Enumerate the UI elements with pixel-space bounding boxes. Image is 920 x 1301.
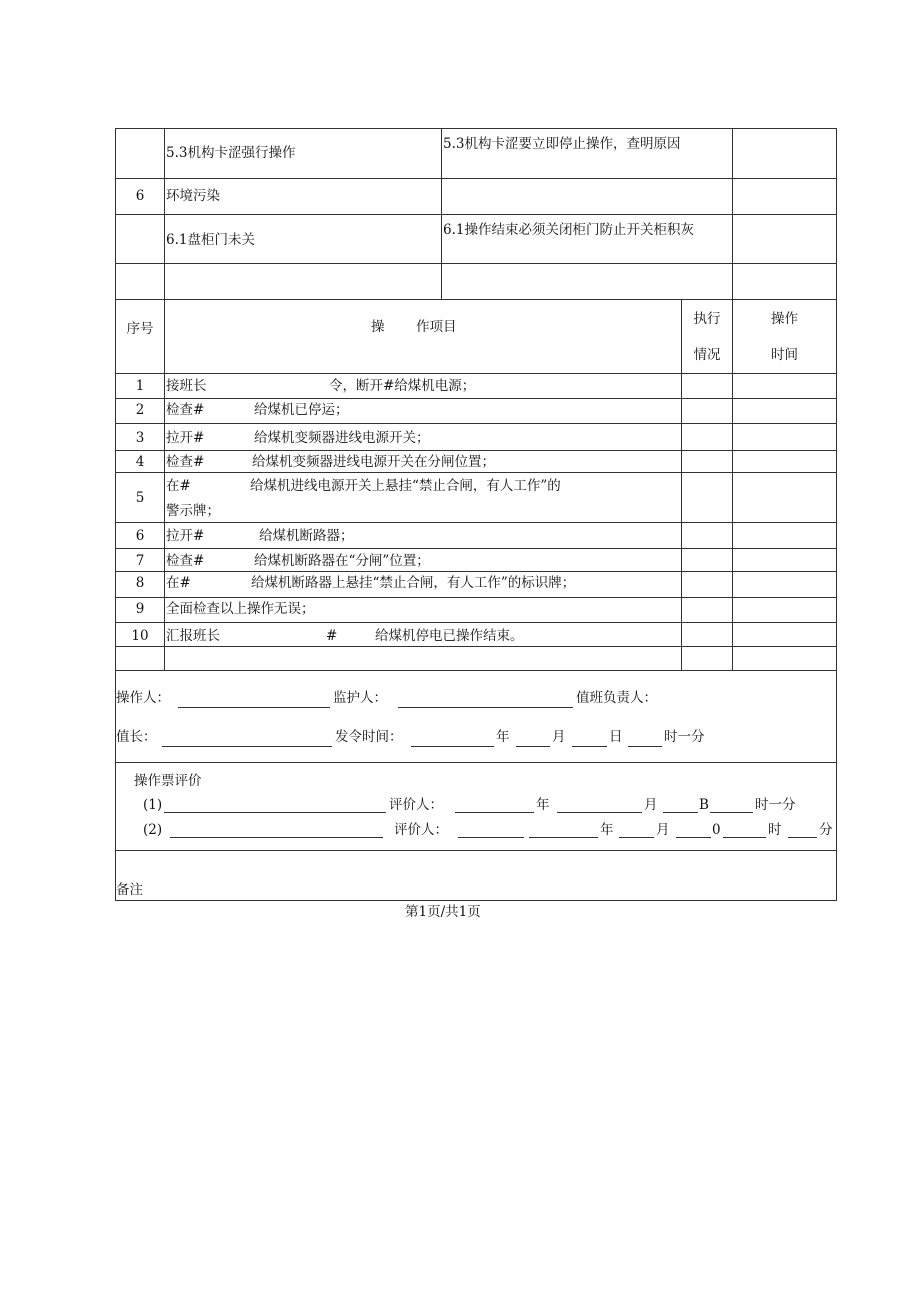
eval2-hour-field[interactable] [723,837,766,838]
measure-5-3: 5.3机构卡涩要立即停止操作，查明原因 [443,136,681,152]
step-text: 令，断开#给煤机电源； [329,378,476,394]
issue-month-field[interactable] [516,746,550,747]
step-text: 警示牌； [166,503,220,519]
hazard-6: 环境污染 [166,188,220,204]
step-text: 给煤机断路器； [259,528,354,544]
step-no: 9 [135,601,145,617]
row-line [115,373,837,374]
guardian-field[interactable] [398,707,573,708]
evaluator-1-field[interactable] [455,812,534,813]
step-text: 给煤机断路器上悬挂“禁止合闸，有人工作”的标识牌； [251,575,576,591]
hazard-5-3: 5.3机构卡涩强行操作 [166,145,296,161]
step-text: 给煤机已停运； [254,402,349,418]
eval-comment-1[interactable] [164,812,386,813]
hour-min-label: 时一分 [664,729,705,745]
issue-day-field[interactable] [572,746,607,747]
header-time-b: 时间 [771,347,798,363]
row-line [115,646,837,647]
eval1-month-field[interactable] [557,812,642,813]
step-text: 给煤机进线电源开关上悬挂“禁止合闸，有人工作”的 [250,478,561,494]
row-line [115,670,837,671]
frame-left [115,128,116,901]
hazard-6-1: 6.1盘柜门未关 [166,232,255,248]
eval2-year: 年 [600,822,614,838]
eval1-day: B [699,797,709,813]
col-line [164,128,165,670]
col-line [732,128,733,670]
step-no: 3 [135,430,145,446]
evaluation-title: 操作票评价 [134,773,202,789]
shift-lead-field[interactable] [162,746,332,747]
step-text: 拉开# [166,430,205,446]
duty-lead-label: 值班负责人： [576,690,657,706]
header-item-a: 操 [371,319,385,335]
step-text: 检查# [166,454,205,470]
row-line [115,522,837,523]
eval-index-1: (1) [143,797,163,813]
eval2-year-field[interactable] [529,837,598,838]
header-seq: 序号 [126,321,154,337]
row-line [115,548,837,549]
year-label: 年 [496,729,510,745]
remarks-label: 备注 [116,882,143,898]
row-line [115,450,837,451]
step-no: 8 [135,575,145,591]
row-line [115,571,837,572]
step-text: 给煤机断路器在“分闸”位置； [254,553,430,569]
step-text: 检查# [166,553,205,569]
frame-right [836,128,837,901]
shift-lead-label: 值长： [116,729,157,745]
row-line [115,762,837,763]
step-no: 1 [135,378,145,394]
eval2-day: 0 [712,822,721,838]
step-no: 5 [135,490,145,506]
operator-field[interactable] [178,707,330,708]
row-number: 6 [135,188,145,204]
evaluator-2-field[interactable] [458,837,524,838]
frame-top [115,128,837,129]
step-no: 2 [135,402,145,418]
day-label: 日 [609,729,623,745]
eval-index-2: (2) [143,822,163,838]
header-item-b: 作项目 [416,319,457,335]
step-no: 4 [135,454,145,470]
step-text: # [326,628,338,644]
step-text: 拉开# [166,528,205,544]
row-line [115,178,837,179]
eval2-month-field[interactable] [619,837,654,838]
col-line [441,128,442,299]
header-time-a: 操作 [771,311,798,327]
step-text: 给煤机停电已操作结束。 [375,628,524,644]
eval-comment-2[interactable] [170,837,383,838]
issue-hour-field[interactable] [628,746,662,747]
eval1-hour-field[interactable] [710,812,753,813]
step-text: 汇报班长 [166,628,220,644]
row-line [115,263,837,264]
row-line [115,214,837,215]
eval1-month: 月 [644,797,658,813]
step-text: 全面检查以上操作无误； [166,601,315,617]
step-no: 10 [131,628,149,644]
header-exec-b: 情况 [693,347,721,363]
row-line [115,472,837,473]
eval2-day-field[interactable] [676,837,711,838]
page-footer: 第1页/共1页 [405,904,481,920]
step-text: 在# [166,478,191,494]
month-label: 月 [552,729,566,745]
step-no: 7 [135,553,145,569]
operator-label: 操作人： [116,690,170,706]
row-line [115,850,837,851]
eval1-hour-min: 时一分 [755,797,796,813]
row-line [115,622,837,623]
eval2-hour: 时 [768,822,782,838]
step-text: 给煤机变频器进线电源开关在分闸位置； [252,454,495,470]
issue-time-label: 发令时间： [335,729,403,745]
evaluator-2-label: 评价人： [394,822,448,838]
measure-6-1: 6.1操作结束必须关闭柜门防止开关柜积灰 [443,222,694,238]
eval2-month: 月 [656,822,670,838]
guardian-label: 监护人： [333,690,387,706]
row-line [115,597,837,598]
frame-bottom [115,900,837,901]
header-exec-a: 执行 [693,311,721,327]
step-text: 给煤机变频器进线电源开关； [254,430,430,446]
row-line [115,299,837,300]
step-no: 6 [135,528,145,544]
eval2-min-field[interactable] [788,837,817,838]
eval1-day-field[interactable] [663,812,698,813]
evaluator-1-label: 评价人： [389,797,443,813]
row-line [115,423,837,424]
step-text: 检查# [166,402,205,418]
step-text: 接班长 [166,378,207,394]
eval1-year: 年 [536,797,550,813]
eval2-min: 分 [819,822,833,838]
row-line [115,398,837,399]
issue-year-field[interactable] [411,746,494,747]
step-text: 在# [166,575,191,591]
